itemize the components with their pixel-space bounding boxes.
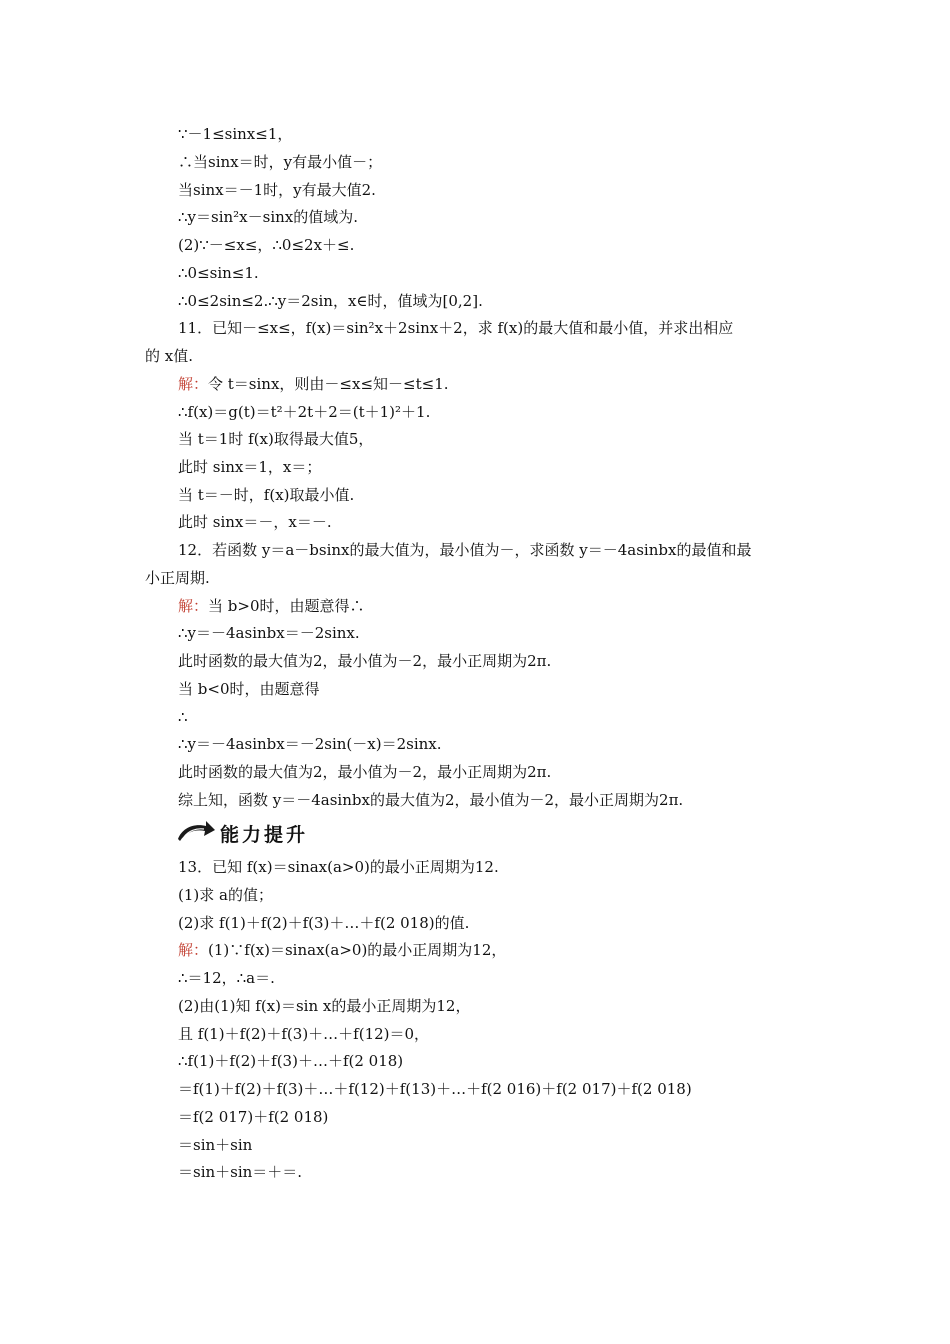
text-line: ∴ <box>178 708 188 726</box>
text-line: ＝sin＋sin＝＋＝. <box>178 1163 303 1181</box>
text-line: 当 t＝－时，f(x)取最小值. <box>178 486 355 504</box>
text-line: 此时函数的最大值为2，最小值为－2，最小正周期为2π. <box>178 652 552 670</box>
text-line: 当 t＝1时 f(x)取得最大值5， <box>178 430 374 448</box>
question-12: 12．若函数 y＝a－bsinx的最大值为，最小值为－，求函数 y＝－4asinbx的最值和最 <box>178 541 752 559</box>
solution-label: 解： <box>178 375 209 393</box>
text-line: (2)由(1)知 f(x)＝sin x的最小正周期为12， <box>178 997 471 1015</box>
curved-arrow-icon <box>176 820 216 846</box>
text-line: ＝sin＋sin <box>178 1136 253 1154</box>
text-line: ∴y＝－4asinbx＝－2sinx. <box>178 624 360 642</box>
question-11-cont: 的 x值. <box>145 347 193 365</box>
text-line: ＝f(2 017)＋f(2 018) <box>178 1108 329 1126</box>
section-banner <box>176 819 308 847</box>
text-line: 综上知，函数 y＝－4asinbx的最大值为2，最小值为－2，最小正周期为2π. <box>178 791 684 809</box>
text-line: (1)求 a的值； <box>178 886 273 904</box>
text-line: ∴f(1)＋f(2)＋f(3)＋…＋f(2 018) <box>178 1052 404 1070</box>
text-line: ∴y＝－4asinbx＝－2sin(－x)＝2sinx. <box>178 735 442 753</box>
solution-line: 解：(1)∵f(x)＝sinax(a>0)的最小正周期为12， <box>178 941 507 959</box>
text-line: 当 b<0时，由题意得 <box>178 680 320 698</box>
text-line: ∴f(x)＝g(t)＝t²＋2t＋2＝(t＋1)²＋1. <box>178 403 431 421</box>
question-13: 13．已知 f(x)＝sinax(a>0)的最小正周期为12. <box>178 858 499 876</box>
text-line: ∴当sinx＝时，y有最小值－； <box>178 153 383 171</box>
text-line: (2)求 f(1)＋f(2)＋f(3)＋…＋f(2 018)的值. <box>178 914 470 932</box>
solution-line: 解：当 b>0时，由题意得∴ <box>178 597 365 615</box>
text-line: 当sinx＝－1时，y有最大值2. <box>178 181 376 199</box>
question-12-cont: 小正周期. <box>145 569 210 587</box>
text-line: 且 f(1)＋f(2)＋f(3)＋…＋f(12)＝0， <box>178 1025 430 1043</box>
text-line: (2)∵－≤x≤，∴0≤2x＋≤. <box>178 236 355 254</box>
solution-label: 解： <box>178 597 209 615</box>
text-line: ∴＝12，∴a＝. <box>178 969 275 987</box>
solution-line: 解：令 t＝sinx，则由－≤x≤知－≤t≤1. <box>178 375 449 393</box>
text-line: 此时 sinx＝－，x＝－. <box>178 513 332 531</box>
text-line: ∴0≤sin≤1. <box>178 264 259 282</box>
text-line: ∴y＝sin²x－sinx的值域为. <box>178 208 359 226</box>
text-line: ＝f(1)＋f(2)＋f(3)＋…＋f(12)＋f(13)＋…＋f(2 016)＋f(2 017)＋f(2 018) <box>178 1080 692 1098</box>
text-line: ∴0≤2sin≤2.∴y＝2sin，x∈时，值域为[0,2]. <box>178 292 483 310</box>
section-banner-title: 能力提升 <box>220 823 309 846</box>
text-line: 此时 sinx＝1，x＝； <box>178 458 322 476</box>
solution-label: 解： <box>178 941 209 959</box>
text-line: 此时函数的最大值为2，最小值为－2，最小正周期为2π. <box>178 763 552 781</box>
question-11: 11．已知－≤x≤，f(x)＝sin²x＋2sinx＋2，求 f(x)的最大值和最小值，并求出相应 <box>178 319 734 337</box>
text-line: ∵－1≤sinx≤1， <box>178 125 293 143</box>
